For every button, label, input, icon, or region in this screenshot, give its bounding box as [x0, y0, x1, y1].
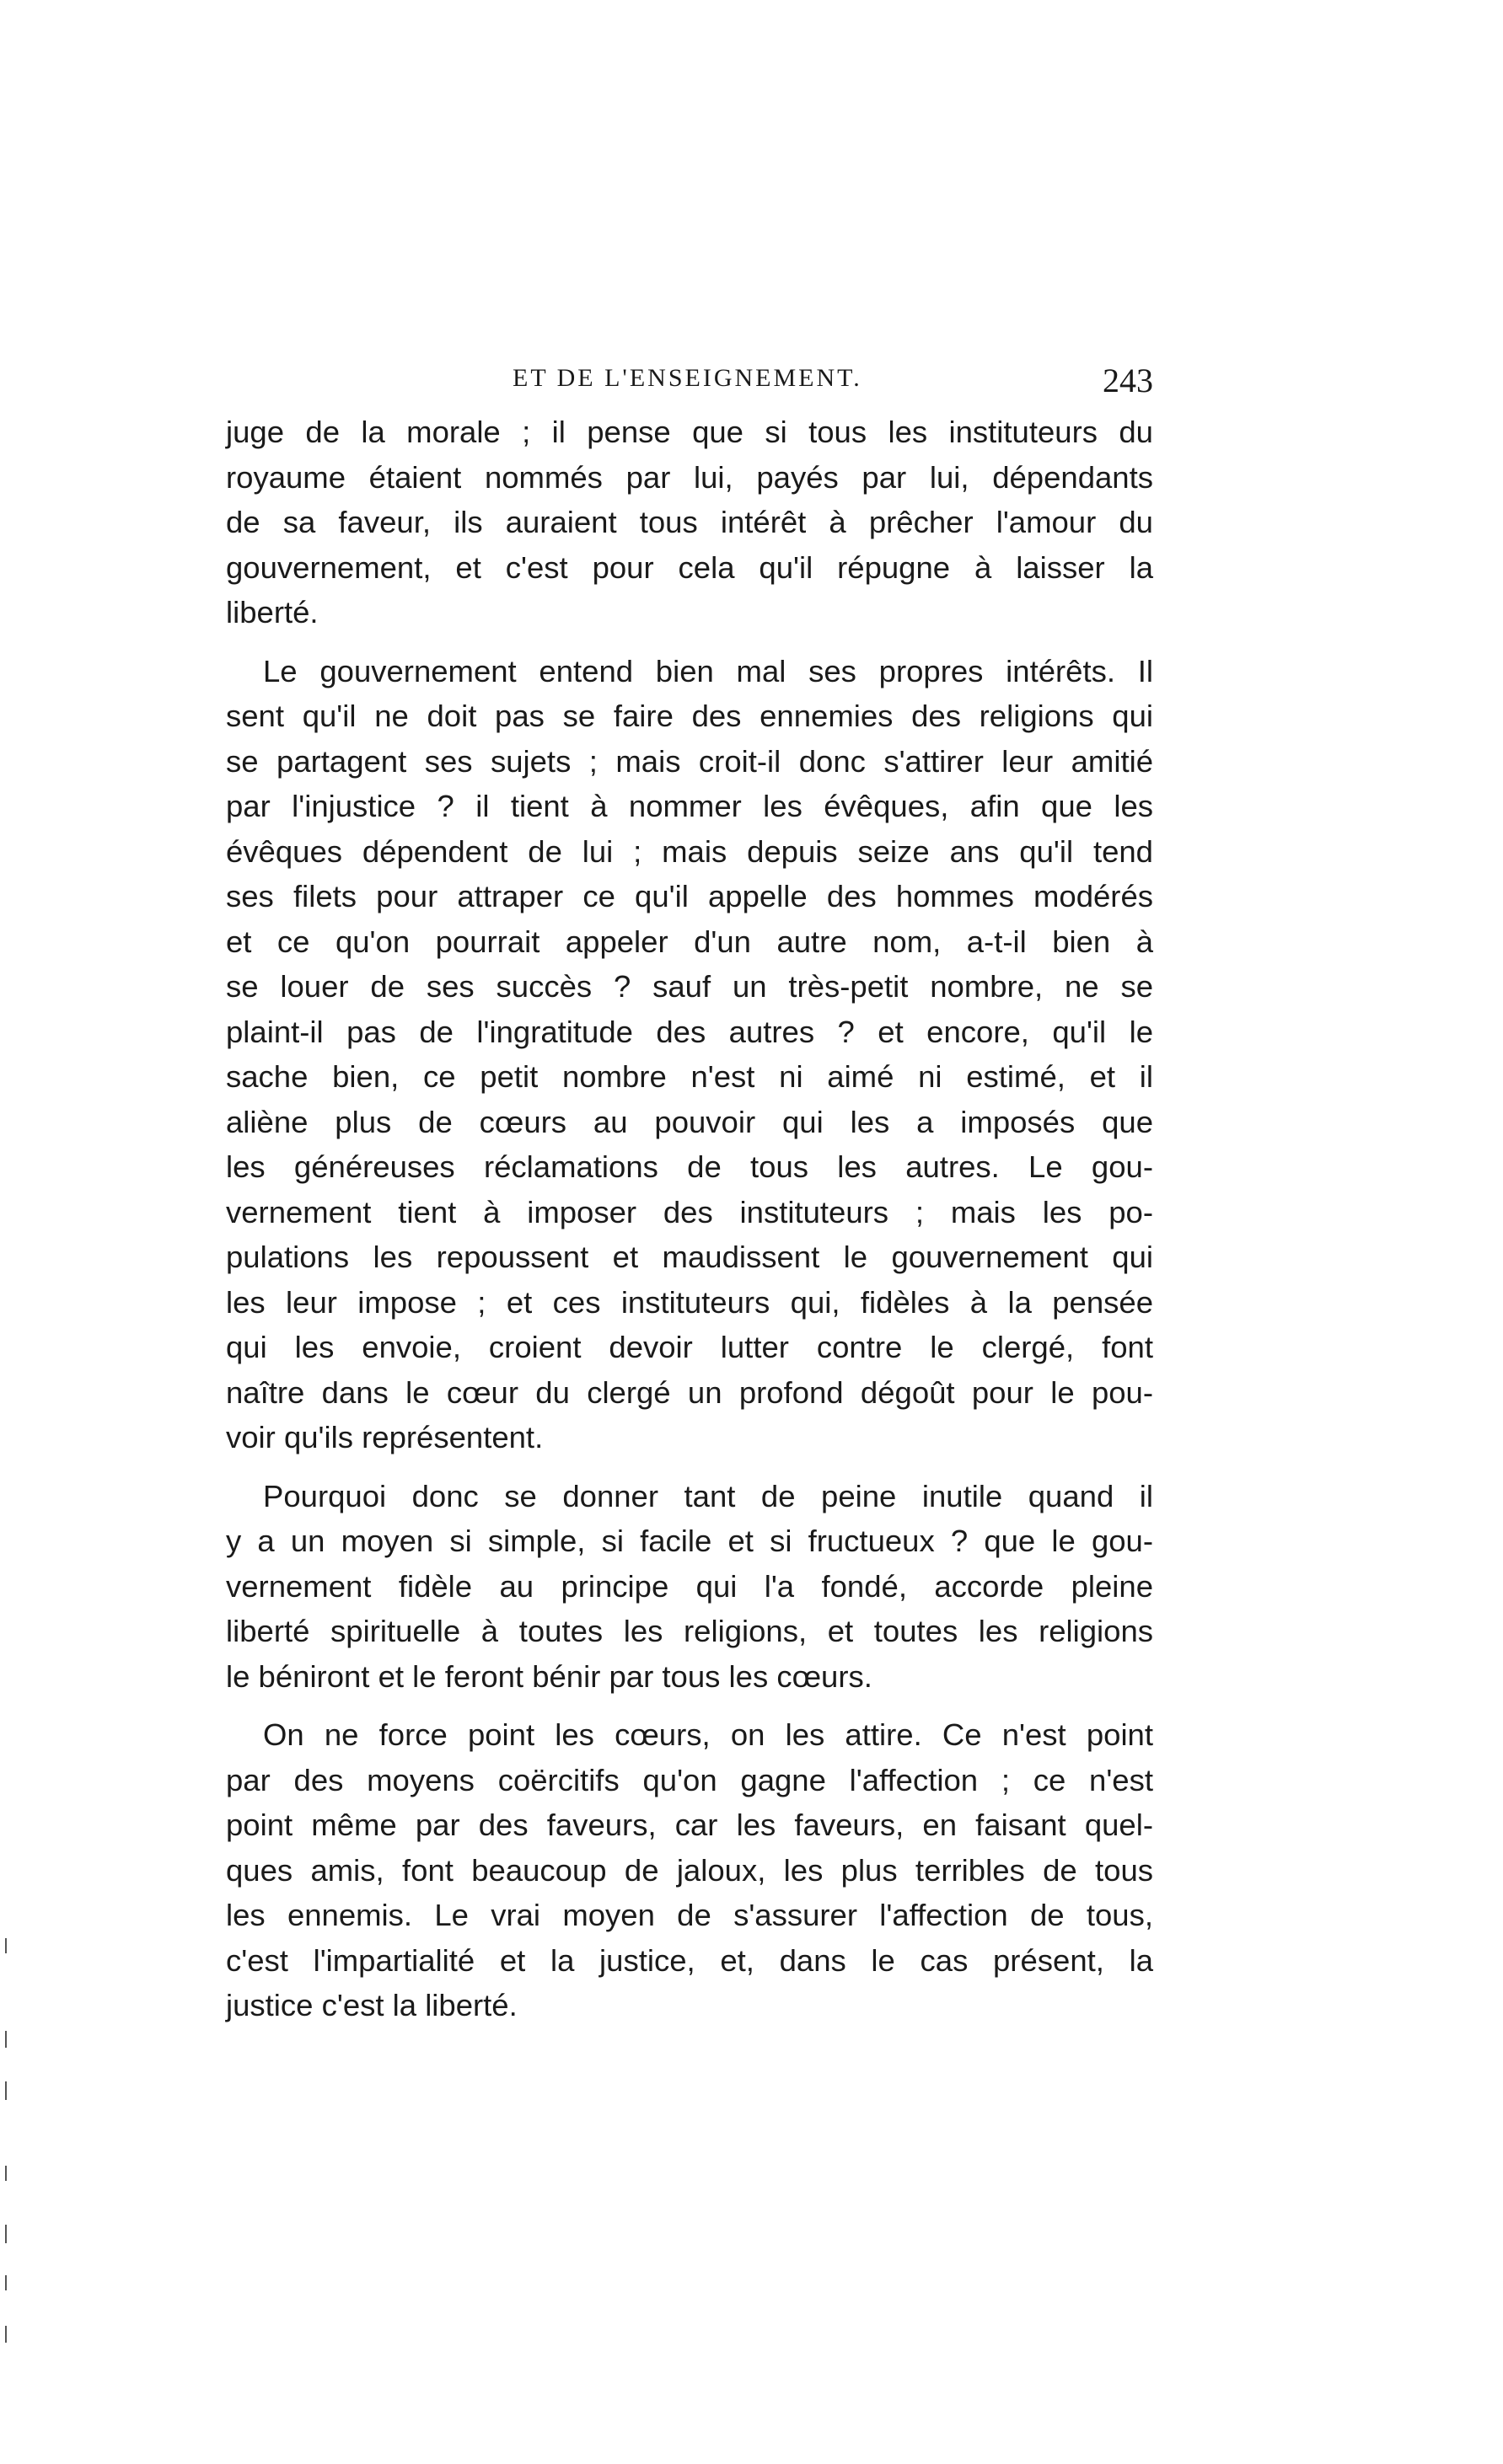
text-line: par des moyens coërcitifs qu'on gagne l'affection ; ce n'est [226, 1762, 1153, 1797]
scan-mark [5, 2081, 7, 2100]
paragraph-4 [226, 1712, 1153, 2028]
text-line: aliène plus de cœurs au pouvoir qui les a imposés que [226, 1104, 1153, 1139]
scan-mark [5, 1938, 7, 1953]
scan-mark [5, 2275, 7, 2290]
page-number: 243 [1103, 362, 1153, 399]
text-line: et ce qu'on pourrait appeler d'un autre nom, a-t-il bien à [226, 924, 1153, 959]
scan-mark [5, 2225, 7, 2243]
text-line: naître dans le cœur du clergé un profond dégoût pour le pou- [226, 1374, 1153, 1410]
text-line: Pourquoi donc se donner tant de peine inutile quand il [263, 1478, 1153, 1513]
text-line: juge de la morale ; il pense que si tous les instituteurs du [226, 415, 1153, 449]
text-line: évêques dépendent de lui ; mais depuis seize ans qu'il tend [226, 833, 1153, 869]
text-line: sent qu'il ne doit pas se faire des ennemies des religions qui [226, 699, 1153, 733]
running-head [226, 361, 1153, 403]
text-line: justice c'est la liberté. [226, 1988, 518, 2022]
scan-mark [5, 2031, 7, 2048]
text-line: y a un moyen si simple, si facile et si fructueux ? que le gou- [226, 1524, 1153, 1558]
paragraph-1 [226, 410, 1153, 635]
text-line: se louer de ses succès ? sauf un très-petit nombre, ne se [226, 969, 1153, 1004]
text-line: Le gouvernement entend bien mal ses propres intérêts. Il [263, 653, 1153, 688]
text-line: par l'injustice ? il tient à nommer les évêques, afin que les [226, 789, 1153, 823]
running-title: ET DE L'ENSEIGNEMENT. [513, 364, 862, 392]
text-line: gouvernement, et c'est pour cela qu'il répugne à laisser la [226, 549, 1153, 585]
text-line: pulations les repoussent et maudissent le gouvernement qui [226, 1240, 1153, 1274]
text-line: qui les envoie, croient devoir lutter contre le clergé, font [226, 1330, 1153, 1364]
text-line: le béniront et le feront bénir par tous les cœurs. [226, 1658, 872, 1694]
body-text [226, 410, 1153, 2042]
text-line: point même par des faveurs, car les faveurs, en faisant quel- [226, 1808, 1153, 1842]
scan-mark [5, 2326, 7, 2343]
text-line: les généreuses réclamations de tous les autres. Le gou- [226, 1149, 1153, 1184]
text-line: liberté spirituelle à toutes les religions, et toutes les religions [226, 1614, 1153, 1648]
text-line: ses filets pour attraper ce qu'il appelle des hommes modérés [226, 879, 1153, 913]
text-line: royaume étaient nommés par lui, payés par lui, dépendants [226, 459, 1153, 495]
text-line: sache bien, ce petit nombre n'est ni aimé ni estimé, et il [226, 1059, 1153, 1094]
text-line: ques amis, font beaucoup de jaloux, les plus terribles de tous [226, 1852, 1153, 1888]
text-line: plaint-il pas de l'ingratitude des autres ? et encore, qu'il le [226, 1014, 1153, 1049]
paragraph-2 [226, 649, 1153, 1460]
paragraph-3 [226, 1474, 1153, 1700]
text-line: se partagent ses sujets ; mais croit-il donc s'attirer leur amitié [226, 743, 1153, 779]
scan-mark [5, 2166, 7, 2181]
text-line: liberté. [226, 595, 319, 629]
text-line: vernement tient à imposer des instituteurs ; mais les po- [226, 1194, 1153, 1229]
text-line: On ne force point les cœurs, on les attire. Ce n'est point [263, 1717, 1153, 1752]
text-line: c'est l'impartialité et la justice, et, dans le cas présent, la [226, 1942, 1153, 1978]
text-line: les ennemis. Le vrai moyen de s'assurer l'affection de tous, [226, 1898, 1153, 1932]
scan-margin-marks [3, 1888, 12, 2393]
text-line: voir qu'ils représentent. [226, 1420, 544, 1454]
text-line: vernement fidèle au principe qui l'a fondé, accorde pleine [226, 1568, 1153, 1604]
text-line: de sa faveur, ils auraient tous intérêt à prêcher l'amour du [226, 505, 1153, 539]
text-line: les leur impose ; et ces instituteurs qui, fidèles à la pensée [226, 1284, 1153, 1320]
